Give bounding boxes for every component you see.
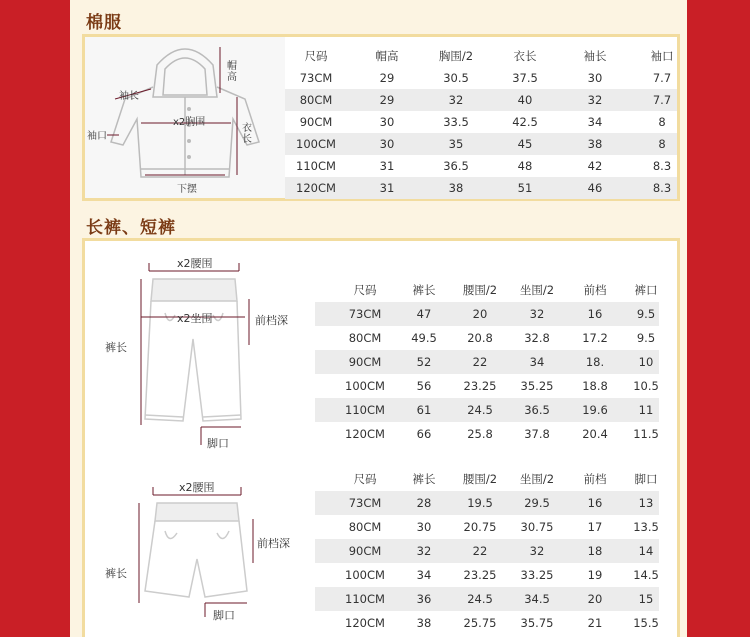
- table-header-cell: 袖长: [583, 49, 607, 63]
- hood-height-label: 帽高: [227, 61, 237, 83]
- table-header-cell: 帽高: [375, 49, 399, 63]
- table-cell: 32: [529, 307, 545, 321]
- table-header-cell: 脚口: [634, 472, 658, 486]
- table-cell: 9.5: [636, 331, 656, 345]
- table-cell: 8.3: [652, 181, 672, 195]
- table-cell: 37.8: [524, 427, 550, 441]
- table-cell: 36: [416, 592, 432, 606]
- table-cell: 20.4: [582, 427, 608, 441]
- pants-section-title: 长裤、短裤: [86, 218, 176, 238]
- table-cell: 61: [416, 403, 432, 417]
- table-cell: 24.5: [467, 403, 493, 417]
- table-cell: 19.6: [582, 403, 608, 417]
- table-cell: 38: [587, 137, 603, 151]
- table-row: [315, 350, 659, 374]
- table-cell: 28: [416, 496, 432, 510]
- table-cell: 15.5: [633, 616, 659, 630]
- table-cell: 66: [416, 427, 432, 441]
- table-header-cell: 裤长: [412, 283, 436, 297]
- table-cell: 29: [379, 71, 395, 85]
- table-cell: 17: [587, 520, 603, 534]
- table-row: [315, 374, 659, 398]
- table-header-cell: 裤口: [634, 283, 658, 297]
- table-row: [285, 67, 677, 89]
- table-cell: 18.: [585, 355, 605, 369]
- table-cell: 30.75: [520, 520, 554, 534]
- table-row: [315, 515, 659, 539]
- table-cell: 17.2: [582, 331, 608, 345]
- table-cell: 80CM: [299, 93, 333, 107]
- table-cell: 30: [379, 115, 395, 129]
- table-cell: 73CM: [348, 307, 382, 321]
- cuff-label: 袖口: [87, 131, 107, 142]
- table-cell: 49.5: [411, 331, 437, 345]
- table-cell: 100CM: [345, 379, 385, 393]
- shorts-length-label: 裤长: [105, 567, 127, 580]
- sleeve-length-label: 袖长: [119, 91, 139, 102]
- table-cell: 42.5: [512, 115, 538, 129]
- table-header-cell: 衣长: [513, 49, 537, 63]
- table-header-cell: 前档: [583, 283, 607, 297]
- table-cell: 47: [416, 307, 432, 321]
- table-header-cell: 尺码: [353, 472, 377, 486]
- shorts-leg-opening-label: 脚口: [213, 609, 235, 622]
- table-cell: 10: [638, 355, 654, 369]
- table-cell: 46: [587, 181, 603, 195]
- table-cell: 20.75: [463, 520, 497, 534]
- table-cell: 30: [416, 520, 432, 534]
- table-row: [315, 587, 659, 611]
- pants-hip-label: x2坐围: [177, 312, 213, 325]
- table-cell: 34: [416, 568, 432, 582]
- table-header-row: [285, 45, 677, 67]
- shorts-diagram: [105, 479, 335, 629]
- table-header-cell: 尺码: [353, 283, 377, 297]
- hem-label: 下摆: [177, 184, 197, 195]
- table-cell: 35: [448, 137, 464, 151]
- table-cell: 15: [638, 592, 654, 606]
- table-cell: 16: [587, 496, 603, 510]
- table-cell: 37.5: [512, 71, 538, 85]
- pants-leg-opening-label: 脚口: [207, 437, 229, 450]
- size-chart-panel: [70, 0, 687, 637]
- table-row: [315, 326, 659, 350]
- table-cell: 56: [416, 379, 432, 393]
- table-cell: 32: [416, 544, 432, 558]
- table-cell: 22: [472, 355, 488, 369]
- table-cell: 32: [529, 544, 545, 558]
- table-cell: 8: [658, 115, 666, 129]
- table-cell: 36.5: [524, 403, 550, 417]
- table-cell: 40: [517, 93, 533, 107]
- table-header-cell: 尺码: [304, 49, 328, 63]
- table-cell: 23.25: [463, 568, 497, 582]
- table-cell: 30: [587, 71, 603, 85]
- table-cell: 18: [587, 544, 603, 558]
- table-row: [315, 611, 659, 635]
- table-header-cell: 坐围/2: [519, 283, 555, 297]
- chest-label: x2胸围: [173, 117, 206, 128]
- coat-section-title: 棉服: [86, 13, 122, 33]
- table-row: [315, 302, 659, 326]
- table-row: [285, 111, 677, 133]
- table-cell: 51: [517, 181, 533, 195]
- table-cell: 110CM: [345, 403, 385, 417]
- table-cell: 30.5: [443, 71, 469, 85]
- table-cell: 36.5: [443, 159, 469, 173]
- table-cell: 73CM: [348, 496, 382, 510]
- coat-diagram: [85, 37, 285, 198]
- table-cell: 32.8: [524, 331, 550, 345]
- table-cell: 20: [472, 307, 488, 321]
- table-cell: 100CM: [296, 137, 336, 151]
- table-cell: 90CM: [348, 355, 382, 369]
- table-cell: 80CM: [348, 520, 382, 534]
- table-cell: 14: [638, 544, 654, 558]
- table-cell: 23.25: [463, 379, 497, 393]
- table-header-cell: 腰围/2: [462, 472, 498, 486]
- table-cell: 9.5: [636, 307, 656, 321]
- table-cell: 38: [416, 616, 432, 630]
- coat-size-frame: [82, 34, 680, 201]
- table-header-cell: 袖口: [650, 49, 674, 63]
- pants-waist-label: x2腰围: [177, 257, 213, 270]
- table-cell: 34: [587, 115, 603, 129]
- table-cell: 13: [638, 496, 654, 510]
- table-cell: 10.5: [633, 379, 659, 393]
- pants-size-frame: [82, 238, 680, 637]
- table-header-cell: 腰围/2: [462, 283, 498, 297]
- table-header-row: [315, 278, 659, 302]
- table-cell: 25.8: [467, 427, 493, 441]
- table-cell: 33.25: [520, 568, 554, 582]
- table-cell: 24.5: [467, 592, 493, 606]
- table-cell: 13.5: [633, 520, 659, 534]
- table-cell: 120CM: [345, 616, 385, 630]
- pants-front-rise-label: 前档深: [255, 314, 288, 327]
- table-cell: 18.8: [582, 379, 608, 393]
- table-header-cell: 坐围/2: [519, 472, 555, 486]
- body-length-label: 衣长: [242, 123, 252, 145]
- table-cell: 14.5: [633, 568, 659, 582]
- table-cell: 29: [379, 93, 395, 107]
- table-cell: 100CM: [345, 568, 385, 582]
- table-cell: 7.7: [652, 71, 672, 85]
- table-cell: 29.5: [524, 496, 550, 510]
- table-header-cell: 前档: [583, 472, 607, 486]
- shorts-waist-label: x2腰围: [179, 481, 215, 494]
- table-cell: 73CM: [299, 71, 333, 85]
- table-cell: 19.5: [467, 496, 493, 510]
- table-row: [315, 563, 659, 587]
- table-header-cell: 胸围/2: [438, 49, 474, 63]
- table-header-cell: 裤长: [412, 472, 436, 486]
- table-cell: 33.5: [443, 115, 469, 129]
- table-cell: 31: [379, 159, 395, 173]
- table-cell: 35.75: [520, 616, 554, 630]
- table-cell: 42: [587, 159, 603, 173]
- table-cell: 8: [658, 137, 666, 151]
- table-cell: 7.7: [652, 93, 672, 107]
- table-cell: 32: [448, 93, 464, 107]
- table-cell: 11.5: [633, 427, 659, 441]
- table-cell: 21: [587, 616, 603, 630]
- table-row: [315, 398, 659, 422]
- table-row: [285, 177, 677, 199]
- table-cell: 34: [529, 355, 545, 369]
- table-cell: 8.3: [652, 159, 672, 173]
- table-cell: 22: [472, 544, 488, 558]
- long-pants-diagram: [105, 249, 335, 459]
- table-cell: 80CM: [348, 331, 382, 345]
- table-cell: 110CM: [296, 159, 336, 173]
- table-cell: 19: [587, 568, 603, 582]
- table-cell: 16: [587, 307, 603, 321]
- table-row: [285, 155, 677, 177]
- table-cell: 52: [416, 355, 432, 369]
- table-cell: 35.25: [520, 379, 554, 393]
- long-pants-drawing: [105, 249, 335, 459]
- table-row: [315, 491, 659, 515]
- table-cell: 30: [379, 137, 395, 151]
- table-cell: 90CM: [348, 544, 382, 558]
- table-cell: 120CM: [296, 181, 336, 195]
- table-cell: 45: [517, 137, 533, 151]
- table-cell: 48: [517, 159, 533, 173]
- table-row: [285, 89, 677, 111]
- table-cell: 38: [448, 181, 464, 195]
- table-cell: 11: [638, 403, 654, 417]
- table-cell: 90CM: [299, 115, 333, 129]
- table-cell: 110CM: [345, 592, 385, 606]
- table-row: [315, 539, 659, 563]
- shorts-front-rise-label: 前档深: [257, 537, 290, 550]
- table-cell: 120CM: [345, 427, 385, 441]
- pants-length-label: 裤长: [105, 341, 127, 354]
- table-cell: 31: [379, 181, 395, 195]
- table-row: [285, 133, 677, 155]
- table-cell: 32: [587, 93, 603, 107]
- table-row: [315, 422, 659, 446]
- table-cell: 20: [587, 592, 603, 606]
- table-cell: 34.5: [524, 592, 550, 606]
- table-header-row: [315, 467, 659, 491]
- table-cell: 20.8: [467, 331, 493, 345]
- table-cell: 25.75: [463, 616, 497, 630]
